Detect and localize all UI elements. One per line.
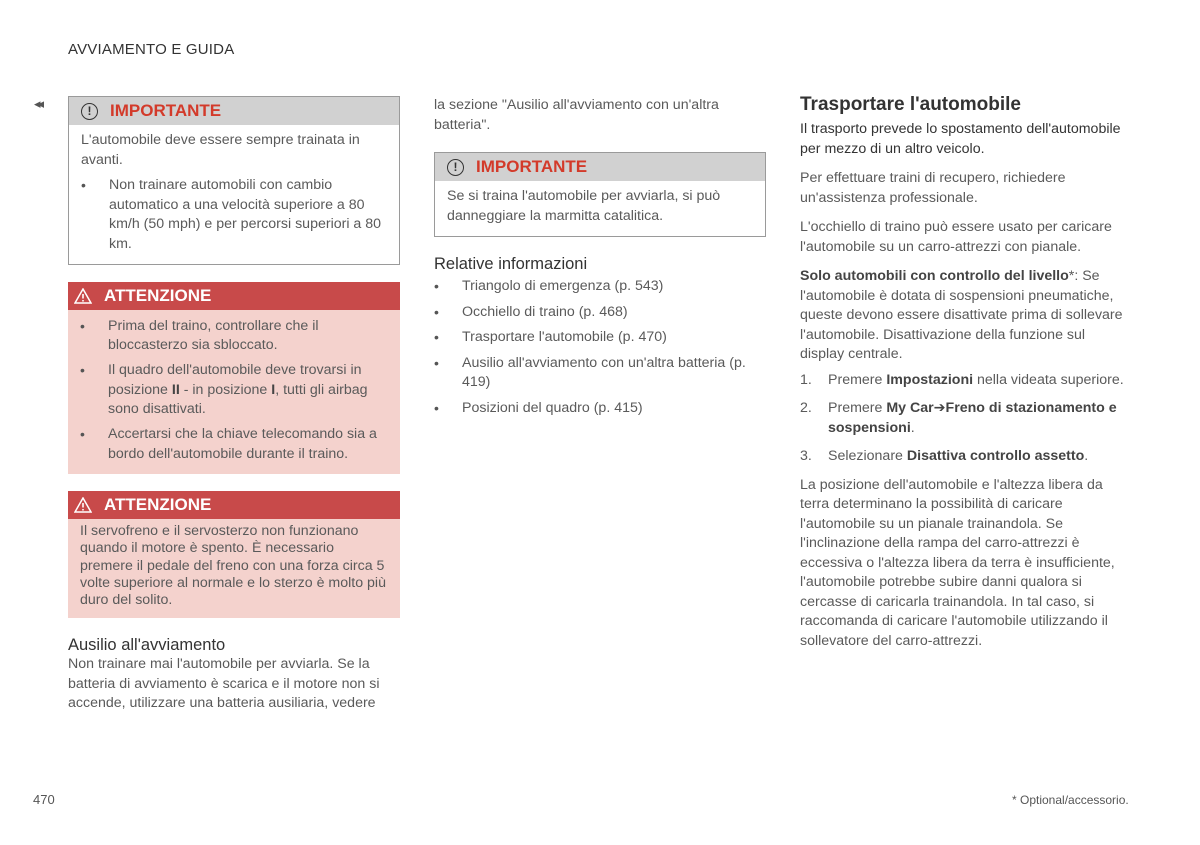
important-text: Se si traina l'automobile per avviarla, si può danneggiare la marmitta catalitica.	[447, 188, 721, 224]
start-assist-text: Non trainare mai l'automobile per avviarla. Se la batteria di avviamento è scarica e il motore non si accende, utilizzare una batteria ausiliaria, vedere	[68, 656, 380, 712]
list-item: • Accertarsi che la chiave telecomando sia a bordo dell'automobile durante il traino.	[80, 425, 388, 464]
related-list	[434, 277, 766, 418]
related-link[interactable]: • Trasportare l'automobile (p. 470)	[434, 328, 766, 348]
paragraph: L'occhiello di traino può essere usato per caricare l'automobile su un carro-attrezzi con pianale.	[800, 219, 1112, 255]
list-item: 3. Selezionare Disattiva controllo assetto.	[800, 448, 1089, 464]
exclamation-circle-icon: !	[81, 103, 98, 120]
list-item: • Non trainare automobili con cambio automatico a una velocità superiore a 80 km/h (50 mph) e per percorsi superiori a 80 km.	[81, 176, 387, 254]
list-item: • Il quadro dell'automobile deve trovarsi in posizione II - in posizione I, tutti gli airbag sono disattivati.	[80, 361, 388, 420]
list-item: • Prima del traino, controllare che il bloccasterzo sia sbloccato.	[80, 317, 388, 356]
list-item: 2. Premere My Car➔Freno di stazionamento e sospensioni.	[800, 400, 1117, 436]
important-bullets	[81, 176, 387, 254]
warning-box-header	[68, 491, 400, 519]
section-title: AVVIAMENTO E GUIDA	[68, 41, 235, 58]
warning-title: ATTENZIONE	[104, 495, 212, 514]
related-link[interactable]: • Ausilio all'avviamento con un'altra batteria (p. 419)	[434, 354, 766, 393]
important-box	[68, 96, 400, 265]
paragraph: La posizione dell'automobile e l'altezza libera da terra determinano la possibilità di caricare l'automobile su un pianale trainandola. Se l'inclinazione della rampa del carro-attrezzi è eccessiva o l'altezza libera da terra è insufficiente, l'automobile potrebbe subire danni qualora si cercasse di caricarla trainandola. In tal caso, si raccomanda di caricare l'automobile utilizzando il sollevatore del carro-attrezzi.	[800, 476, 1115, 649]
column-3	[800, 94, 1132, 651]
warning-box-1	[68, 282, 400, 474]
warning-triangle-icon	[74, 497, 92, 513]
continuation-text: la sezione "Ausilio all'avviamento con un'altra batteria".	[434, 97, 719, 133]
warning-box-2	[68, 491, 400, 618]
paragraph: Solo automobili con controllo del livello*: Se l'automobile è dotata di sospensioni pneumatiche, queste devono essere disattivate prima di sollevare l'automobile. Disattivazione della funzione sul display centrale.	[800, 268, 1123, 362]
back-arrows-icon[interactable]: ◂◂	[34, 96, 42, 111]
warning-box-header	[68, 282, 400, 310]
page-number: 470	[33, 792, 55, 807]
important-box-header	[435, 153, 765, 181]
paragraph: Per effettuare traini di recupero, richiedere un'assistenza professionale.	[800, 170, 1066, 206]
related-link[interactable]: • Triangolo di emergenza (p. 543)	[434, 277, 766, 297]
arrow-right-icon: ➔	[933, 400, 946, 416]
column-2	[434, 96, 766, 418]
warning-bullets	[80, 317, 388, 465]
important-box	[434, 152, 766, 237]
related-link[interactable]: • Posizioni del quadro (p. 415)	[434, 399, 766, 419]
start-assist-heading: Ausilio all'avviamento	[68, 636, 226, 655]
warning-triangle-icon	[74, 288, 92, 304]
important-title: IMPORTANTE	[476, 157, 588, 176]
warning-title: ATTENZIONE	[104, 286, 212, 305]
column-1	[68, 96, 400, 714]
footnote: * Optional/accessorio.	[1012, 793, 1129, 807]
important-text: L'automobile deve essere sempre trainata in avanti.	[81, 132, 360, 168]
intro-text: Il trasporto prevede lo spostamento dell'automobile per mezzo di un altro veicolo.	[800, 121, 1121, 157]
important-box-header	[69, 97, 399, 125]
steps-list	[800, 371, 1132, 467]
related-heading: Relative informazioni	[434, 255, 588, 273]
exclamation-circle-icon: !	[447, 159, 464, 176]
important-title: IMPORTANTE	[110, 101, 222, 120]
page-title: Trasportare l'automobile	[800, 94, 1021, 115]
list-item: 1. Premere Impostazioni nella videata superiore.	[800, 371, 1124, 388]
warning-text: Il servofreno e il servosterzo non funzionano quando il motore è spento. È necessario premere il pedale del freno con una forza circa 5 volte superiore al normale e lo sterzo è molto più duro del solito.	[80, 523, 386, 609]
related-link[interactable]: • Occhiello di traino (p. 468)	[434, 303, 766, 323]
